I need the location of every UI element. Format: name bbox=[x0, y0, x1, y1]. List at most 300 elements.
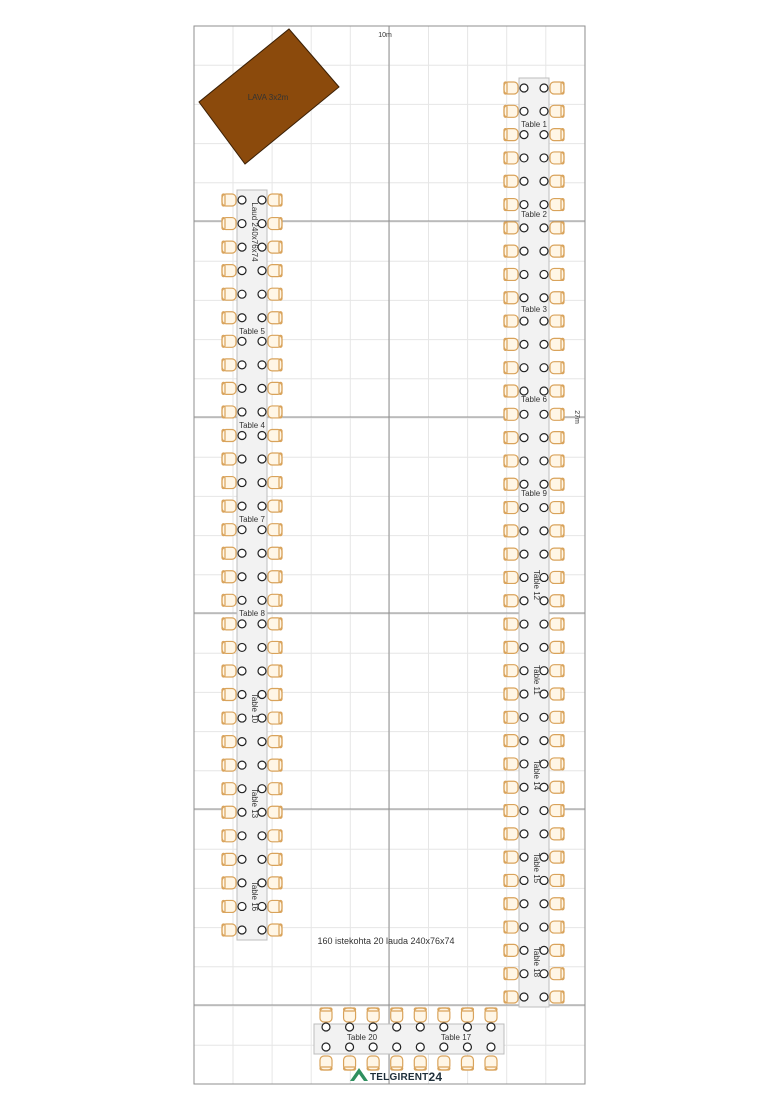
chair bbox=[550, 199, 564, 211]
place-setting bbox=[258, 314, 266, 322]
place-setting bbox=[238, 549, 246, 557]
place-setting bbox=[520, 387, 528, 395]
chair bbox=[550, 595, 564, 607]
chair bbox=[550, 898, 564, 910]
chair bbox=[268, 453, 282, 465]
table-label: Table 6 bbox=[521, 395, 547, 404]
chair bbox=[438, 1008, 450, 1022]
chair bbox=[222, 900, 236, 912]
chair bbox=[550, 478, 564, 490]
chair bbox=[550, 82, 564, 94]
place-setting bbox=[258, 573, 266, 581]
place-setting bbox=[520, 760, 528, 768]
chair bbox=[344, 1008, 356, 1022]
chair bbox=[504, 665, 518, 677]
place-setting bbox=[540, 457, 548, 465]
chair bbox=[504, 991, 518, 1003]
place-setting bbox=[520, 620, 528, 628]
chair bbox=[268, 783, 282, 795]
place-setting bbox=[520, 597, 528, 605]
chair bbox=[504, 455, 518, 467]
place-setting bbox=[463, 1043, 471, 1051]
place-setting bbox=[238, 267, 246, 275]
place-setting bbox=[520, 434, 528, 442]
chair bbox=[504, 711, 518, 723]
chair bbox=[504, 548, 518, 560]
place-setting bbox=[520, 713, 528, 721]
chair bbox=[485, 1008, 497, 1022]
chair bbox=[461, 1056, 473, 1070]
chair bbox=[222, 453, 236, 465]
chair bbox=[268, 689, 282, 701]
chair bbox=[504, 222, 518, 234]
chair bbox=[268, 759, 282, 771]
place-setting bbox=[540, 107, 548, 115]
chair bbox=[485, 1056, 497, 1070]
place-setting bbox=[238, 902, 246, 910]
chair bbox=[268, 830, 282, 842]
chair bbox=[504, 175, 518, 187]
chair bbox=[550, 385, 564, 397]
chair bbox=[222, 382, 236, 394]
table-label: Table 8 bbox=[239, 609, 265, 618]
place-setting bbox=[258, 267, 266, 275]
place-setting bbox=[540, 270, 548, 278]
place-setting bbox=[238, 620, 246, 628]
chair bbox=[550, 152, 564, 164]
chair bbox=[344, 1056, 356, 1070]
place-setting bbox=[520, 84, 528, 92]
place-setting bbox=[258, 431, 266, 439]
place-setting bbox=[520, 457, 528, 465]
table-label: Table 15 bbox=[532, 852, 541, 884]
brand-name: TELGIRENT bbox=[370, 1071, 429, 1083]
chair bbox=[550, 781, 564, 793]
chair bbox=[504, 641, 518, 653]
chair bbox=[222, 830, 236, 842]
chair bbox=[268, 241, 282, 253]
chair bbox=[504, 688, 518, 700]
chair bbox=[504, 781, 518, 793]
chair bbox=[268, 406, 282, 418]
place-setting bbox=[238, 431, 246, 439]
brand-number: 24 bbox=[428, 1070, 443, 1084]
place-setting bbox=[540, 387, 548, 395]
table-label: Table 11 bbox=[532, 665, 541, 695]
place-setting bbox=[520, 527, 528, 535]
place-setting bbox=[540, 993, 548, 1001]
chair bbox=[268, 359, 282, 371]
place-setting bbox=[258, 455, 266, 463]
chair bbox=[504, 828, 518, 840]
chair bbox=[268, 736, 282, 748]
place-setting bbox=[238, 714, 246, 722]
place-setting bbox=[238, 243, 246, 251]
place-setting bbox=[258, 620, 266, 628]
chair bbox=[268, 288, 282, 300]
place-setting bbox=[440, 1043, 448, 1051]
chair bbox=[504, 82, 518, 94]
chair bbox=[550, 315, 564, 327]
place-setting bbox=[258, 596, 266, 604]
chair bbox=[268, 924, 282, 936]
table-label: Table 9 bbox=[521, 489, 547, 498]
place-setting bbox=[238, 573, 246, 581]
chair bbox=[268, 618, 282, 630]
chair bbox=[550, 268, 564, 280]
chair bbox=[550, 618, 564, 630]
chair bbox=[504, 571, 518, 583]
chair bbox=[222, 406, 236, 418]
place-setting bbox=[540, 923, 548, 931]
place-setting bbox=[238, 290, 246, 298]
place-setting bbox=[520, 573, 528, 581]
place-setting bbox=[238, 408, 246, 416]
place-setting bbox=[520, 177, 528, 185]
place-setting bbox=[258, 643, 266, 651]
chair bbox=[550, 408, 564, 420]
table-label: Table 4 bbox=[239, 421, 265, 430]
chair bbox=[504, 432, 518, 444]
place-setting bbox=[520, 154, 528, 162]
place-setting bbox=[238, 526, 246, 534]
place-setting bbox=[238, 691, 246, 699]
place-setting bbox=[238, 502, 246, 510]
place-setting bbox=[258, 337, 266, 345]
place-setting bbox=[258, 384, 266, 392]
chair bbox=[222, 524, 236, 536]
place-setting bbox=[238, 361, 246, 369]
place-setting bbox=[540, 154, 548, 162]
chair bbox=[222, 288, 236, 300]
place-setting bbox=[540, 737, 548, 745]
chair bbox=[504, 874, 518, 886]
chair bbox=[268, 218, 282, 230]
place-setting bbox=[540, 807, 548, 815]
chair bbox=[268, 900, 282, 912]
place-setting bbox=[540, 830, 548, 838]
place-setting bbox=[520, 643, 528, 651]
chair bbox=[550, 688, 564, 700]
place-setting bbox=[540, 434, 548, 442]
place-setting bbox=[238, 455, 246, 463]
chair bbox=[550, 222, 564, 234]
chair bbox=[222, 594, 236, 606]
chair bbox=[268, 547, 282, 559]
place-setting bbox=[540, 131, 548, 139]
chair bbox=[550, 641, 564, 653]
chair bbox=[504, 315, 518, 327]
place-setting bbox=[258, 926, 266, 934]
chair bbox=[504, 502, 518, 514]
chair bbox=[222, 665, 236, 677]
place-setting bbox=[520, 107, 528, 115]
place-setting bbox=[520, 364, 528, 372]
place-setting bbox=[258, 761, 266, 769]
chair bbox=[550, 711, 564, 723]
place-setting bbox=[520, 131, 528, 139]
place-setting bbox=[393, 1023, 401, 1031]
place-setting bbox=[540, 364, 548, 372]
bottom-table-row bbox=[314, 1008, 504, 1070]
chair bbox=[320, 1008, 332, 1022]
chair bbox=[550, 874, 564, 886]
chair bbox=[504, 245, 518, 257]
table-strip bbox=[314, 1024, 504, 1054]
place-setting bbox=[520, 410, 528, 418]
place-setting bbox=[520, 201, 528, 209]
place-setting bbox=[258, 502, 266, 510]
chair bbox=[268, 853, 282, 865]
chair bbox=[222, 429, 236, 441]
chair bbox=[550, 105, 564, 117]
width-dimension-label: 10m bbox=[378, 32, 392, 39]
place-setting bbox=[238, 643, 246, 651]
chair bbox=[550, 548, 564, 560]
seating-summary: 160 istekohta 20 lauda 240x76x74 bbox=[317, 936, 455, 946]
chair bbox=[504, 152, 518, 164]
place-setting bbox=[540, 340, 548, 348]
chair bbox=[504, 851, 518, 863]
place-setting bbox=[258, 526, 266, 534]
place-setting bbox=[238, 785, 246, 793]
table-label: Table 16 bbox=[250, 880, 259, 912]
chair bbox=[550, 129, 564, 141]
place-setting bbox=[258, 832, 266, 840]
place-setting bbox=[540, 643, 548, 651]
table-label: Table 12 bbox=[532, 569, 541, 601]
place-setting bbox=[520, 667, 528, 675]
table-label: Table 13 bbox=[250, 787, 259, 819]
place-setting bbox=[238, 196, 246, 204]
place-setting bbox=[238, 667, 246, 675]
place-setting bbox=[393, 1043, 401, 1051]
chair bbox=[222, 194, 236, 206]
chair bbox=[550, 175, 564, 187]
place-setting bbox=[540, 247, 548, 255]
place-setting bbox=[520, 224, 528, 232]
place-setting bbox=[520, 550, 528, 558]
chair bbox=[268, 806, 282, 818]
table-label: Table 2 bbox=[521, 210, 547, 219]
chair bbox=[268, 641, 282, 653]
chair bbox=[504, 968, 518, 980]
chair bbox=[550, 338, 564, 350]
chair bbox=[504, 105, 518, 117]
place-setting bbox=[487, 1023, 495, 1031]
place-setting bbox=[238, 479, 246, 487]
place-setting bbox=[258, 738, 266, 746]
chair bbox=[504, 338, 518, 350]
place-setting bbox=[238, 879, 246, 887]
chair bbox=[504, 618, 518, 630]
left-table-column bbox=[222, 190, 282, 940]
chair bbox=[268, 194, 282, 206]
chair bbox=[222, 500, 236, 512]
place-setting bbox=[540, 504, 548, 512]
place-setting bbox=[258, 667, 266, 675]
chair bbox=[550, 735, 564, 747]
chair bbox=[268, 665, 282, 677]
table-label: Table 5 bbox=[239, 327, 265, 336]
place-setting bbox=[369, 1043, 377, 1051]
table-label: Laud 240x76x74 bbox=[250, 202, 259, 262]
table-label: Table 3 bbox=[521, 305, 547, 314]
chair bbox=[504, 525, 518, 537]
table-label: Table 20 bbox=[346, 1033, 378, 1042]
chair bbox=[461, 1008, 473, 1022]
place-setting bbox=[520, 923, 528, 931]
chair bbox=[268, 571, 282, 583]
chair bbox=[550, 944, 564, 956]
place-setting bbox=[540, 294, 548, 302]
place-setting bbox=[520, 270, 528, 278]
chair bbox=[504, 199, 518, 211]
place-setting bbox=[520, 504, 528, 512]
chair bbox=[504, 944, 518, 956]
place-setting bbox=[540, 713, 548, 721]
chair bbox=[504, 758, 518, 770]
chair bbox=[222, 618, 236, 630]
chair bbox=[550, 571, 564, 583]
place-setting bbox=[238, 808, 246, 816]
chair bbox=[268, 712, 282, 724]
place-setting bbox=[440, 1023, 448, 1031]
place-setting bbox=[258, 549, 266, 557]
chair bbox=[268, 594, 282, 606]
place-setting bbox=[520, 946, 528, 954]
chair bbox=[504, 385, 518, 397]
place-setting bbox=[487, 1043, 495, 1051]
place-setting bbox=[238, 314, 246, 322]
chair bbox=[222, 359, 236, 371]
chair bbox=[222, 783, 236, 795]
place-setting bbox=[540, 201, 548, 209]
place-setting bbox=[520, 294, 528, 302]
chair bbox=[504, 595, 518, 607]
stage-label: LAVA 3x2m bbox=[247, 93, 289, 102]
place-setting bbox=[238, 832, 246, 840]
place-setting bbox=[540, 410, 548, 418]
place-setting bbox=[540, 620, 548, 628]
chair bbox=[550, 991, 564, 1003]
chair bbox=[391, 1008, 403, 1022]
place-setting bbox=[369, 1023, 377, 1031]
chair bbox=[550, 245, 564, 257]
place-setting bbox=[520, 807, 528, 815]
chair bbox=[222, 547, 236, 559]
chair bbox=[550, 432, 564, 444]
place-setting bbox=[520, 853, 528, 861]
place-setting bbox=[238, 926, 246, 934]
table-label: Table 14 bbox=[532, 759, 541, 791]
place-setting bbox=[238, 855, 246, 863]
place-setting bbox=[520, 317, 528, 325]
chair bbox=[414, 1008, 426, 1022]
place-setting bbox=[520, 970, 528, 978]
right-table-column bbox=[504, 78, 564, 1007]
chair bbox=[268, 877, 282, 889]
place-setting bbox=[520, 690, 528, 698]
chair bbox=[550, 292, 564, 304]
height-dimension-label: 27m bbox=[573, 410, 580, 424]
chair bbox=[222, 571, 236, 583]
chair bbox=[268, 477, 282, 489]
chair bbox=[222, 712, 236, 724]
place-setting bbox=[540, 177, 548, 185]
brand bbox=[370, 1067, 442, 1087]
chair bbox=[550, 362, 564, 374]
place-setting bbox=[238, 761, 246, 769]
table-label: Table 10 bbox=[250, 692, 259, 724]
chair bbox=[320, 1056, 332, 1070]
table-label: Table 1 bbox=[521, 120, 547, 129]
place-setting bbox=[520, 876, 528, 884]
chair bbox=[550, 851, 564, 863]
chair bbox=[222, 265, 236, 277]
chair bbox=[504, 362, 518, 374]
place-setting bbox=[540, 527, 548, 535]
chair bbox=[504, 735, 518, 747]
place-setting bbox=[346, 1043, 354, 1051]
place-setting bbox=[540, 317, 548, 325]
chair bbox=[268, 312, 282, 324]
chair bbox=[268, 500, 282, 512]
chair bbox=[550, 665, 564, 677]
place-setting bbox=[520, 737, 528, 745]
chair bbox=[222, 689, 236, 701]
place-setting bbox=[258, 290, 266, 298]
place-setting bbox=[258, 408, 266, 416]
place-setting bbox=[463, 1023, 471, 1031]
chair bbox=[222, 241, 236, 253]
place-setting bbox=[520, 247, 528, 255]
chair bbox=[222, 218, 236, 230]
place-setting bbox=[258, 855, 266, 863]
chair bbox=[268, 524, 282, 536]
place-setting bbox=[238, 337, 246, 345]
chair bbox=[504, 408, 518, 420]
chair bbox=[268, 382, 282, 394]
chair bbox=[222, 924, 236, 936]
place-setting bbox=[416, 1043, 424, 1051]
chair bbox=[268, 265, 282, 277]
place-setting bbox=[520, 480, 528, 488]
place-setting bbox=[322, 1023, 330, 1031]
place-setting bbox=[238, 220, 246, 228]
place-setting bbox=[520, 900, 528, 908]
chair bbox=[504, 292, 518, 304]
chair bbox=[504, 805, 518, 817]
chair bbox=[550, 921, 564, 933]
place-setting bbox=[258, 361, 266, 369]
chair bbox=[504, 478, 518, 490]
place-setting bbox=[520, 783, 528, 791]
chair bbox=[550, 758, 564, 770]
chair bbox=[268, 429, 282, 441]
chair bbox=[222, 335, 236, 347]
place-setting bbox=[540, 84, 548, 92]
chair bbox=[504, 268, 518, 280]
chair bbox=[504, 921, 518, 933]
chair bbox=[222, 877, 236, 889]
place-setting bbox=[520, 993, 528, 1001]
table-label: Table 7 bbox=[239, 515, 265, 524]
place-setting bbox=[520, 830, 528, 838]
chair bbox=[550, 968, 564, 980]
table-label: Table 17 bbox=[440, 1033, 472, 1042]
place-setting bbox=[540, 550, 548, 558]
